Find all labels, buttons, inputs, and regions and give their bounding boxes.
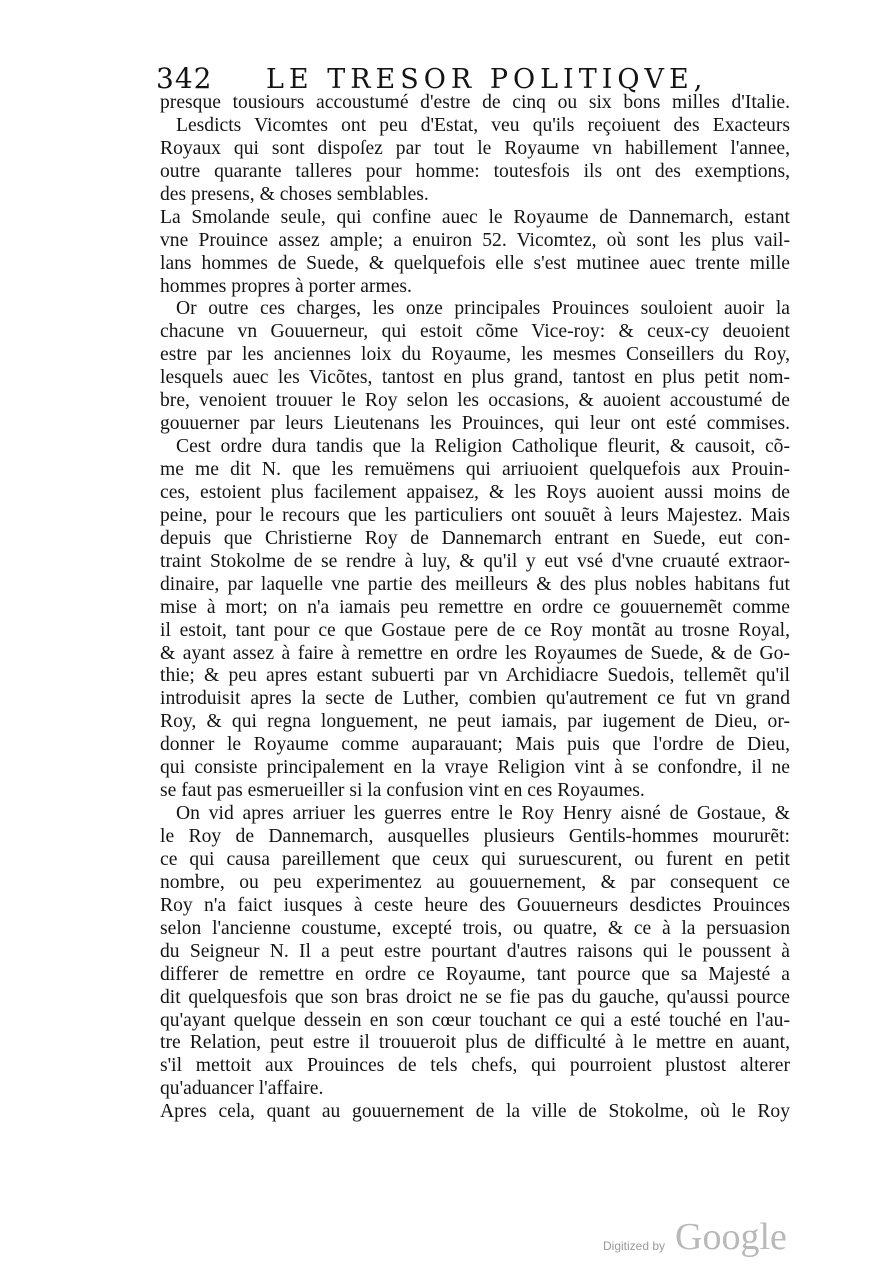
page-header bbox=[148, 60, 788, 96]
text-line: differer de remettre en ordre ce Royaume, tant pource que sa Majesté a bbox=[160, 963, 790, 985]
text-line: du Seigneur N. Il a peut estre pourtant d'autres raisons qui le poussent à bbox=[160, 940, 790, 962]
google-logo: Google bbox=[675, 1216, 787, 1258]
watermark-prefix: Digitized by bbox=[603, 1239, 666, 1253]
text-line: bre, venoient trouuer le Roy selon les occasions, & auoient accoustumé de bbox=[160, 390, 790, 412]
text-line: lesquels auec les Vicõtes, tantost en plus grand, tantost en plus petit nom- bbox=[160, 367, 790, 389]
text-line: estre par les anciennes loix du Royaume, les mesmes Conseillers du Roy, bbox=[160, 344, 790, 366]
page-number: 342 bbox=[156, 62, 213, 95]
text-line: hommes propres à porter armes. bbox=[160, 275, 412, 297]
text-line: qu'aduancer l'affaire. bbox=[160, 1078, 324, 1100]
text-line: mise à mort; on n'a iamais peu remettre en ordre ce gouuernemẽt comme bbox=[160, 596, 790, 618]
text-line: donner le Royaume comme auparauant; Mais puis que l'ordre de Dieu, bbox=[160, 734, 790, 756]
text-line: nombre, ou peu experimentez au gouuernement, & par consequent ce bbox=[160, 871, 790, 893]
text-line: Roy n'a faict iusques à ceste heure des Gouuerneurs desdictes Prouinces bbox=[160, 894, 790, 916]
text-line: dinaire, par laquelle vne partie des meilleurs & des plus nobles habitans fut bbox=[160, 573, 790, 595]
text-line: ce qui causa pareillement que ceux qui suruescurent, ou furent en petit bbox=[160, 848, 790, 870]
text-line: des presens, & choses semblables. bbox=[160, 183, 429, 205]
text-line: La Smolande seule, qui confine auec le Royaume de Dannemarch, estant bbox=[160, 206, 790, 228]
text-line: qui consiste principalement en la vraye Religion vint à se confondre, il ne bbox=[160, 757, 790, 779]
text-line: traint Stokolme de se rendre à luy, & qu'il y eut vsé d'vne cruauté extraor- bbox=[160, 550, 790, 572]
text-line: introduisit apres la secte de Luther, combien qu'autrement ce fut vn grand bbox=[160, 688, 790, 710]
digitization-watermark bbox=[603, 1215, 793, 1265]
text-line: Cest ordre dura tandis que la Religion Catholique fleurit, & causoit, cõ- bbox=[176, 436, 790, 458]
text-line: qu'ayant quelque dessein en son cœur touchant ce qui a esté touché en l'au- bbox=[160, 1009, 790, 1031]
text-line: gouuerner par leurs Lieutenans les Prouinces, qui leur ont esté commises. bbox=[160, 413, 790, 435]
text-line: il estoit, tant pour ce que Gostaue pere de ce Roy montãt au trosne Royal, bbox=[160, 619, 790, 641]
text-line: selon l'ancienne coustume, excepté trois, ou quatre, & ce à la persuasion bbox=[160, 917, 790, 939]
text-line: Lesdicts Vicomtes ont peu d'Estat, veu qu'ils reçoiuent des Exacteurs bbox=[176, 114, 790, 136]
text-line: thie; & peu apres estant subuerti par vn Archidiacre Suedois, tellemẽt qu'il bbox=[160, 665, 790, 687]
text-line: Roy, & qui regna longuement, ne peut iamais, par iugement de Dieu, or- bbox=[160, 711, 790, 733]
text-line: chacune vn Gouuerneur, qui estoit cõme Vice-roy: & ceux-cy deuoient bbox=[160, 321, 790, 343]
text-line: presque tousiours accoustumé d'estre de cinq ou six bons milles d'Italie. bbox=[160, 92, 790, 113]
text-line: se faut pas esmerueiller si la confusion vint en ces Royaumes. bbox=[160, 780, 645, 802]
text-line: me me dit N. que les remuëmens qui arriuoient quelquefois aux Prouin- bbox=[160, 459, 790, 480]
text-line: dit quelquesfois que son bras droict ne se fie pas du gauche, qu'aussi pource bbox=[160, 986, 790, 1008]
text-line: ces, estoient plus facilement appaisez, & les Roys auoient aussi moins de bbox=[160, 481, 790, 503]
text-line: lans hommes de Suede, & quelquefois elle s'est mutinee auec trente mille bbox=[160, 252, 790, 274]
text-line: le Roy de Dannemarch, ausquelles plusieurs Gentils-hommes moururẽt: bbox=[160, 826, 790, 847]
text-line: peine, pour le recours que les particuliers ont souuẽt à leurs Majestez. Mais bbox=[160, 504, 790, 526]
running-title: LE TRESOR POLITIQVE, bbox=[266, 64, 708, 95]
text-line: s'il mettoit aux Prouinces de tels chefs, qui pourroient plustost alterer bbox=[160, 1055, 790, 1077]
text-line: depuis que Christierne Roy de Dannemarch entrant en Suede, eut con- bbox=[160, 527, 790, 549]
text-line: & ayant assez à faire à remettre en ordre les Royaumes de Suede, & de Go- bbox=[160, 642, 790, 664]
text-line: On vid apres arriuer les guerres entre le Roy Henry aisné de Gostaue, & bbox=[176, 803, 790, 825]
text-line: Or outre ces charges, les onze principales Prouinces souloient auoir la bbox=[176, 298, 790, 320]
text-line: tre Relation, peut estre il trouueroit plus de difficulté à le mettre en auant, bbox=[160, 1032, 790, 1054]
text-line: Royaux qui sont dispoſez par tout le Royaume vn habillement l'annee, bbox=[160, 137, 790, 159]
body-text bbox=[160, 92, 790, 1124]
text-line: Apres cela, quant au gouuernement de la ville de Stokolme, où le Roy bbox=[160, 1101, 790, 1123]
text-line: outre quarante talleres pour homme: toutesfois ils ont des exemptions, bbox=[160, 160, 790, 182]
text-line: vne Prouince assez ample; a enuiron 52. Vicomtez, où sont les plus vail- bbox=[160, 229, 790, 251]
